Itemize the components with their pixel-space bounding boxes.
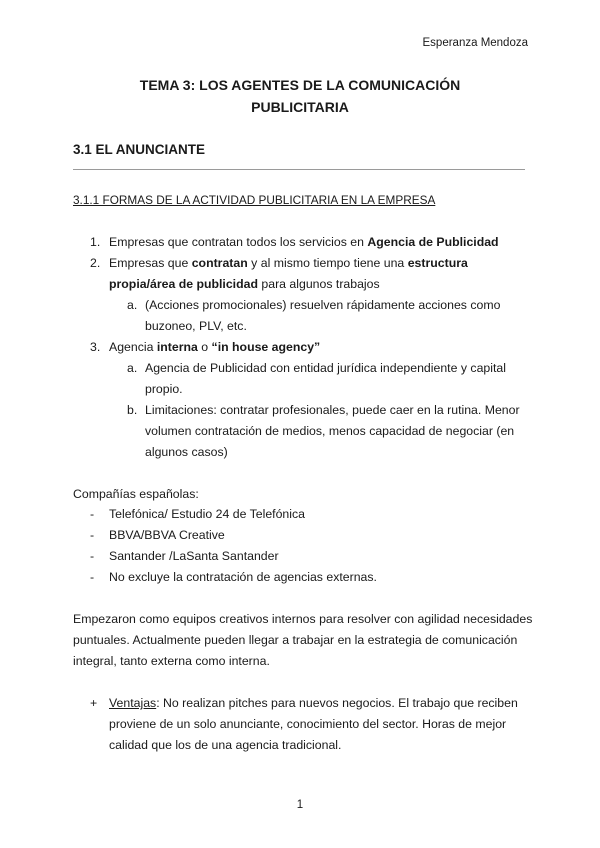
bullet-dash: -	[90, 528, 95, 542]
list-item-3a-line-2: propio.	[145, 382, 183, 396]
author-header: Esperanza Mendoza	[422, 37, 528, 49]
advantages-label: Ventajas	[109, 696, 157, 710]
page-number: 1	[296, 799, 304, 811]
list-item-2a-line-2: buzoneo, PLV, etc.	[145, 319, 247, 333]
advantages-line-2: proviene de un solo anunciante, conocimiento del sector. Horas de mejor	[109, 717, 507, 731]
title-line-2: PUBLICITARIA	[251, 99, 349, 115]
advantages-line-3: calidad que los de una agencia tradicional.	[109, 738, 342, 752]
advantages-line-1: Ventajas: No realizan pitches para nuevos negocios. El trabajo que reciben	[109, 696, 518, 710]
list-item-3b-line-3: algunos casos)	[145, 445, 228, 459]
list-letter-3a: a.	[127, 361, 138, 375]
subsection-heading: 3.1.1 FORMAS DE LA ACTIVIDAD PUBLICITARIA EN LA EMPRESA	[73, 193, 436, 207]
list-item-2a-line-1: (Acciones promocionales) resuelven rápidamente acciones como	[145, 298, 501, 312]
paragraph-line-3: integral, tanto externa como interna.	[73, 654, 270, 668]
list-item: BBVA/BBVA Creative	[109, 528, 225, 542]
list-number-1: 1.	[90, 235, 101, 249]
section-heading: 3.1 EL ANUNCIANTE	[73, 142, 206, 157]
section-divider	[73, 169, 525, 170]
page-title	[0, 74, 600, 118]
list-item: No excluye la contratación de agencias externas.	[109, 570, 377, 584]
list-item-2-line-2: propia/área de publicidad para algunos trabajos	[109, 277, 380, 291]
list-number-3: 3.	[90, 340, 101, 354]
list-letter-3b: b.	[127, 403, 138, 417]
list-item-2-line-1: Empresas que contratan y al mismo tiempo tiene una estructura	[109, 256, 468, 270]
list-item: Santander /LaSanta Santander	[109, 549, 279, 563]
list-item-3b-line-2: volumen contratación de medios, menos capacidad de negociar (en	[145, 424, 515, 438]
list-item-1: Empresas que contratan todos los servicios en Agencia de Publicidad	[109, 235, 499, 249]
list-item-3: Agencia interna o “in house agency”	[109, 340, 321, 354]
list-item-3b-line-1: Limitaciones: contratar profesionales, puede caer en la rutina. Menor	[145, 403, 520, 417]
bullet-dash: -	[90, 570, 95, 584]
bullet-dash: -	[90, 549, 95, 563]
title-line-1: TEMA 3: LOS AGENTES DE LA COMUNICACIÓN	[139, 77, 461, 93]
paragraph-line-2: puntuales. Actualmente pueden llegar a trabajar en la estrategia de comunicación	[73, 633, 518, 647]
paragraph-line-1: Empezaron como equipos creativos internos para resolver con agilidad necesidades	[73, 612, 533, 626]
list-number-2: 2.	[90, 256, 101, 270]
companies-heading: Compañías españolas:	[73, 487, 199, 501]
list-letter-2a: a.	[127, 298, 138, 312]
bullet-plus: +	[90, 696, 98, 710]
bullet-dash: -	[90, 507, 95, 521]
list-item: Telefónica/ Estudio 24 de Telefónica	[109, 507, 305, 521]
list-item-3a-line-1: Agencia de Publicidad con entidad jurídica independiente y capital	[145, 361, 506, 375]
